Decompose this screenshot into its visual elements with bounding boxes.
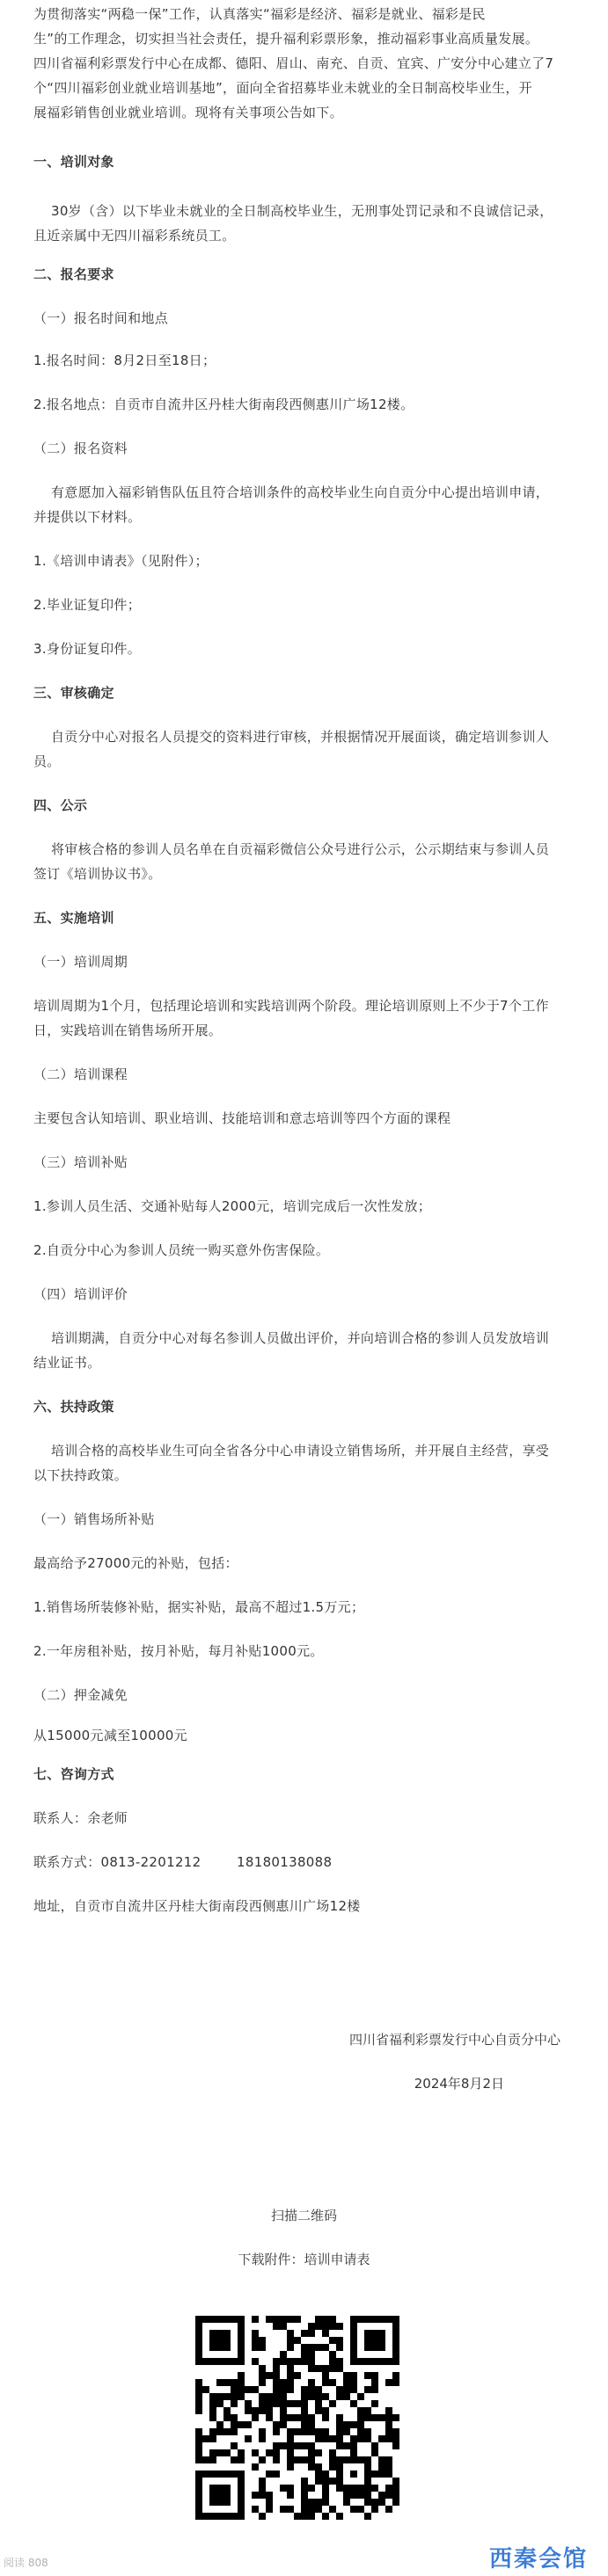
section-2-material-2: 2.毕业证复印件；: [33, 597, 142, 613]
intro-line-2: 生”的工作理念，切实担当社会责任，提升福利彩票形象，推动福彩事业高质量发展。: [33, 31, 539, 47]
section-2-item-1: 1.报名时间：8月2日至18日；: [33, 353, 216, 368]
section-5-text-4b: 结业证书。: [33, 1355, 101, 1371]
contact-phone: 联系方式：0813-2201212 18180138088: [33, 1854, 333, 1870]
watermark-logo: 西秦会馆: [489, 2546, 589, 2572]
intro-line-3: 四川省福利彩票发行中心在成都、德阳、眉山、南充、自贡、宜宾、广安分中心建立了7: [33, 55, 554, 71]
section-5-text-4a: 培训期满，自贡分中心对每名参训人员做出评价，并向培训合格的参训人员发放培训: [51, 1330, 550, 1346]
section-2-sub-2: （二）报名资料: [33, 440, 128, 456]
contact-person: 联系人：余老师: [33, 1810, 128, 1826]
section-4-text-a: 将审核合格的参训人员名单在自贡福彩微信公众号进行公示，公示期结束与参训人员: [51, 841, 550, 857]
section-5-text-2: 主要包含认知培训、职业培训、技能培训和意志培训等四个方面的课程: [33, 1110, 451, 1126]
signature-org: 四川省福利彩票发行中心自贡分中心: [348, 2032, 560, 2048]
section-5-text-1b: 日，实践培训在销售场所开展。: [33, 1022, 223, 1038]
section-5-text-1a: 培训周期为1个月，包括理论培训和实践培训两个阶段。理论培训原则上不少于7个工作: [33, 998, 549, 1014]
contact-address: 地址，自贡市自流井区丹桂大街南段西侧惠川广场12楼: [33, 1898, 361, 1914]
qr-caption: 扫描二维码: [270, 2208, 337, 2223]
section-2-text-a: 有意愿加入福彩销售队伍且符合培训条件的高校毕业生向自贡分中心提出培训申请，: [51, 484, 550, 500]
section-6-text-1b: 以下扶持政策。: [33, 1467, 128, 1483]
section-6-text-2: 最高给予27000元的补贴，包括：: [33, 1555, 238, 1571]
section-6-sub-1: （一）销售场所补贴: [33, 1511, 155, 1527]
section-6-sub-2: （二）押金减免: [33, 1687, 128, 1703]
section-3-text-b: 员。: [33, 753, 61, 769]
section-6-subsidy-2: 2.一年房租补贴，按月补贴，每月补贴1000元。: [33, 1643, 324, 1659]
section-1-text-b: 且近亲属中无四川福彩系统员工。: [33, 228, 236, 244]
section-5-sub-3: （三）培训补贴: [33, 1154, 128, 1170]
section-5-sub-2: （二）培训课程: [33, 1066, 128, 1082]
section-1-text-a: 30岁（含）以下毕业未就业的全日制高校毕业生，无刑事处罚记录和不良诚信记录，: [51, 203, 553, 219]
qr-code-image[interactable]: [190, 2310, 405, 2525]
section-2-material-3: 3.身份证复印件。: [33, 641, 142, 657]
section-4-text-b: 签订《培训协议书》。: [33, 866, 162, 882]
read-count: 阅读 808: [4, 2557, 48, 2569]
section-2-material-1: 1.《培训申请表》（见附件）；: [33, 553, 209, 569]
section-6-text-3: 从15000元减至10000元: [33, 1728, 187, 1743]
section-6-subsidy-1: 1.销售场所装修补贴，据实补贴，最高不超过1.5万元；: [33, 1599, 365, 1615]
intro-line-4: 个“四川福彩创业就业培训基地”，面向全省招募毕业未就业的全日制高校毕业生，开: [33, 80, 532, 96]
intro-line-1: 为贯彻落实“两稳一保”工作，认真落实“福彩是经济、福彩是就业、福彩是民: [33, 6, 486, 22]
section-1-heading: 一、培训对象: [33, 154, 114, 170]
section-2-sub-1: （一）报名时间和地点: [33, 310, 169, 326]
section-5-subsidy-2: 2.自贡分中心为参训人员统一购买意外伤害保险。: [33, 1242, 330, 1258]
section-2-text-b: 并提供以下材料。: [33, 509, 142, 525]
section-7-heading: 七、咨询方式: [33, 1766, 114, 1782]
attachment-label[interactable]: 下载附件：培训申请表: [238, 2252, 370, 2267]
section-5-sub-1: （一）培训周期: [33, 954, 128, 970]
section-5-sub-4: （四）培训评价: [33, 1286, 128, 1302]
signature-date: 2024年8月2日: [414, 2076, 504, 2092]
section-5-subsidy-1: 1.参训人员生活、交通补贴每人2000元，培训完成后一次性发放；: [33, 1198, 432, 1214]
section-2-item-2: 2.报名地点：自贡市自流井区丹桂大街南段西侧惠川广场12楼。: [33, 397, 414, 412]
section-6-text-1a: 培训合格的高校毕业生可向全省各分中心申请设立销售场所，并开展自主经营，享受: [51, 1443, 550, 1459]
section-3-text-a: 自贡分中心对报名人员提交的资料进行审核，并根据情况开展面谈，确定培训参训人: [51, 729, 550, 745]
section-2-heading: 二、报名要求: [33, 266, 114, 282]
section-6-heading: 六、扶持政策: [33, 1399, 114, 1415]
section-3-heading: 三、审核确定: [33, 685, 114, 701]
intro-line-5: 展福彩销售创业就业培训。现将有关事项公告如下。: [33, 105, 343, 120]
section-4-heading: 四、公示: [33, 797, 88, 813]
section-5-heading: 五、实施培训: [33, 910, 114, 926]
qr-code-icon: [190, 2310, 405, 2525]
